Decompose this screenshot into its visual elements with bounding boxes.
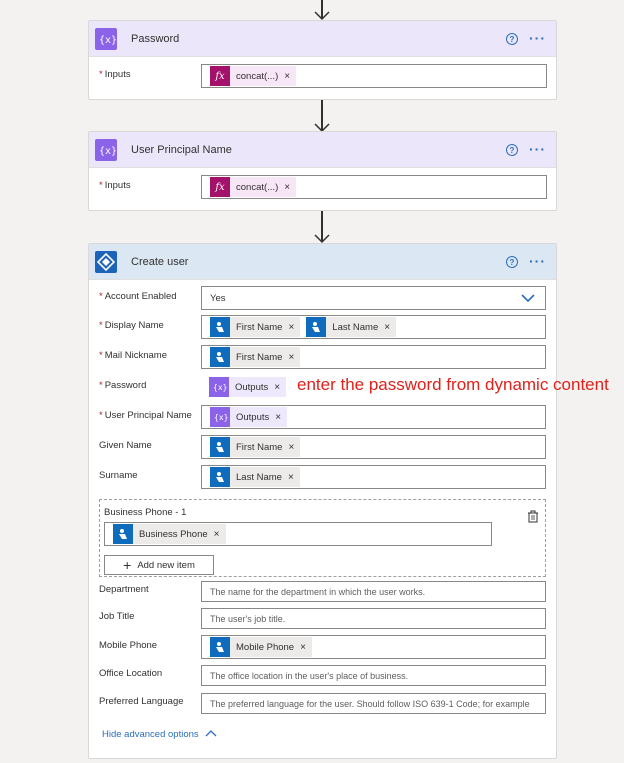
help-icon[interactable]: ? xyxy=(506,144,518,156)
chevron-up-icon xyxy=(205,729,217,737)
business-phone-field[interactable] xyxy=(104,522,492,546)
connector-arrow-1 xyxy=(314,100,330,132)
delete-icon[interactable] xyxy=(527,510,539,523)
fx-icon: fx xyxy=(210,177,230,197)
azure-ad-icon xyxy=(95,251,117,273)
more-icon[interactable]: ··· xyxy=(529,30,546,46)
remove-token-icon[interactable]: × xyxy=(284,70,291,82)
preferred-language-row xyxy=(99,693,546,714)
remove-token-icon[interactable]: × xyxy=(384,321,391,333)
card-title: Password xyxy=(131,32,180,45)
inputs-field[interactable] xyxy=(201,64,547,88)
office-location-row xyxy=(99,665,546,686)
create-user-card-header[interactable] xyxy=(89,244,556,280)
add-new-item-button[interactable]: + Add new item xyxy=(104,555,214,575)
remove-token-icon[interactable]: × xyxy=(274,381,281,393)
display-name-field[interactable] xyxy=(201,315,546,339)
surname-field[interactable] xyxy=(201,465,546,489)
remove-token-icon[interactable]: × xyxy=(288,351,295,363)
expression-token[interactable]: fx concat(...) × xyxy=(210,66,296,86)
hide-advanced-options-link[interactable]: Hide advanced options xyxy=(102,729,217,740)
remove-token-icon[interactable]: × xyxy=(284,181,291,193)
variable-icon xyxy=(95,139,117,161)
user-icon xyxy=(210,317,230,337)
remove-token-icon[interactable]: × xyxy=(287,471,294,483)
card-title: Create user xyxy=(131,255,189,268)
password-action-card xyxy=(88,20,557,100)
variable-icon xyxy=(95,28,117,50)
department-input[interactable]: The name for the department in which the user works. xyxy=(201,581,546,602)
connector-arrow-2 xyxy=(314,211,330,243)
inputs-row xyxy=(99,175,546,199)
mail-nickname-label: * Mail Nickname xyxy=(99,350,167,361)
mobile-phone-label: Mobile Phone xyxy=(99,640,158,651)
department-row xyxy=(99,581,546,602)
business-phone-token[interactable]: Business Phone × xyxy=(113,524,226,544)
first-name-token[interactable]: First Name × xyxy=(210,437,300,457)
inputs-row xyxy=(99,64,546,88)
create-user-action-card xyxy=(88,243,557,759)
remove-token-icon[interactable]: × xyxy=(300,641,306,653)
remove-token-icon[interactable]: × xyxy=(288,321,295,333)
password-annotation: enter the password from dynamic content xyxy=(297,375,609,394)
given-name-label: Given Name xyxy=(99,440,152,451)
business-phone-label: Business Phone - 1 xyxy=(104,507,187,518)
user-icon xyxy=(113,524,133,544)
job-title-input[interactable]: The user's job title. xyxy=(201,608,546,629)
help-icon[interactable]: ? xyxy=(506,256,518,268)
upn-action-card xyxy=(88,131,557,211)
last-name-token[interactable]: Last Name × xyxy=(306,317,396,337)
user-icon xyxy=(306,317,326,337)
user-principal-name-label: * User Principal Name xyxy=(99,410,192,421)
more-icon[interactable]: ··· xyxy=(529,253,546,269)
office-location-label: Office Location xyxy=(99,668,163,679)
chevron-down-icon xyxy=(521,293,535,303)
card-title: User Principal Name xyxy=(131,143,232,156)
user-icon xyxy=(210,637,230,657)
password-card-header[interactable] xyxy=(89,21,556,57)
given-name-row xyxy=(99,435,546,459)
user-icon xyxy=(210,437,230,457)
remove-token-icon[interactable]: × xyxy=(288,441,295,453)
mail-nickname-field[interactable] xyxy=(201,345,546,369)
password-label: * Password xyxy=(99,380,147,391)
svg-text:{x}: {x} xyxy=(99,34,118,46)
given-name-field[interactable] xyxy=(201,435,546,459)
display-name-label: * Display Name xyxy=(99,320,164,331)
mobile-phone-token[interactable]: Mobile Phone × xyxy=(210,637,312,657)
user-principal-name-field[interactable] xyxy=(201,405,546,429)
password-field[interactable] xyxy=(201,375,288,399)
more-icon[interactable]: ··· xyxy=(529,141,546,157)
first-name-token[interactable]: First Name × xyxy=(210,347,300,367)
preferred-language-input[interactable]: The preferred language for the user. Should follow ISO 639-1 Code; for example xyxy=(201,693,546,714)
inputs-field[interactable] xyxy=(201,175,547,199)
mobile-phone-field[interactable] xyxy=(201,635,546,659)
business-phone-array xyxy=(99,499,546,577)
office-location-input[interactable]: The office location in the user's place of business. xyxy=(201,665,546,686)
outputs-token[interactable]: {x} Outputs × xyxy=(209,377,286,397)
expression-token[interactable]: fx concat(...) × xyxy=(210,177,296,197)
job-title-row xyxy=(99,608,546,629)
job-title-label: Job Title xyxy=(99,611,135,622)
user-icon xyxy=(210,347,230,367)
svg-text:{x}: {x} xyxy=(213,383,228,392)
svg-text:{x}: {x} xyxy=(214,413,229,422)
last-name-token[interactable]: Last Name × xyxy=(210,467,300,487)
connector-arrow-top xyxy=(314,0,330,20)
user-principal-name-row xyxy=(99,405,546,429)
remove-token-icon[interactable]: × xyxy=(275,411,282,423)
outputs-token[interactable]: {x} Outputs × xyxy=(210,407,287,427)
display-name-row xyxy=(99,315,546,339)
inputs-label: * Inputs xyxy=(99,180,131,191)
department-label: Department xyxy=(99,584,149,595)
inputs-label: * Inputs xyxy=(99,69,131,80)
plus-icon: + xyxy=(123,557,132,573)
mobile-phone-row xyxy=(99,635,546,659)
account-enabled-row xyxy=(99,286,546,310)
variable-icon xyxy=(209,377,229,397)
remove-token-icon[interactable]: × xyxy=(213,528,220,540)
help-icon[interactable]: ? xyxy=(506,33,518,45)
variable-icon xyxy=(210,407,230,427)
upn-card-header[interactable] xyxy=(89,132,556,168)
first-name-token[interactable]: First Name × xyxy=(210,317,300,337)
mail-nickname-row xyxy=(99,345,546,369)
fx-icon: fx xyxy=(210,66,230,86)
account-enabled-label: * Account Enabled xyxy=(99,291,177,302)
preferred-language-label: Preferred Language xyxy=(99,696,184,707)
svg-text:{x}: {x} xyxy=(99,145,118,157)
account-enabled-dropdown[interactable]: Yes xyxy=(201,286,546,310)
surname-label: Surname xyxy=(99,470,138,481)
surname-row xyxy=(99,465,546,489)
user-icon xyxy=(210,467,230,487)
